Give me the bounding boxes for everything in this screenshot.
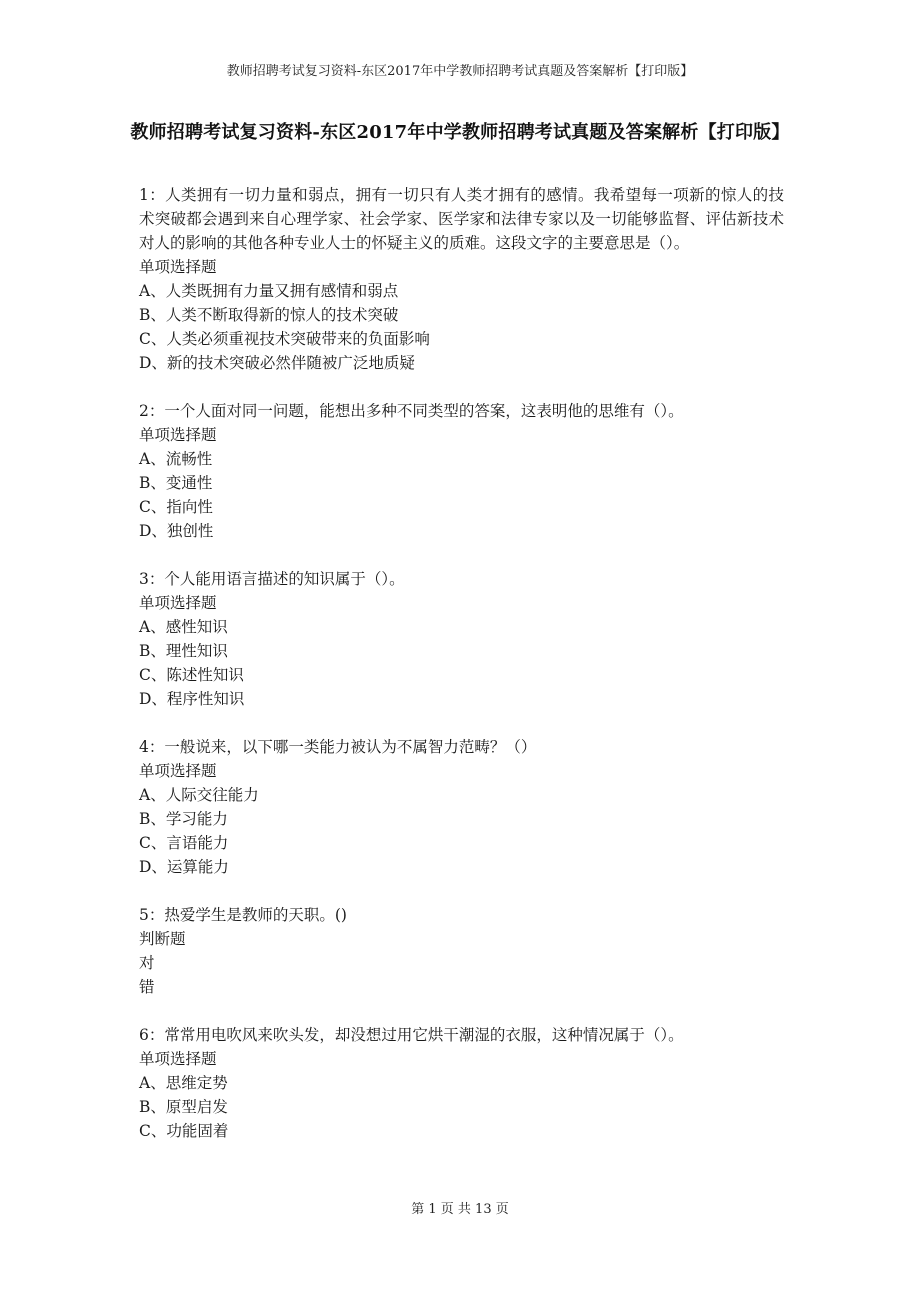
- question-type: 单项选择题: [139, 1050, 217, 1068]
- question-4: [139, 735, 784, 879]
- document-title: 教师招聘考试复习资料-东区2017年中学教师招聘考试真题及答案解析【打印版】: [130, 122, 790, 143]
- question-2: [139, 399, 784, 543]
- option-d: D、运算能力: [139, 858, 229, 876]
- option-a: A、人类既拥有力量又拥有感情和弱点: [139, 282, 399, 300]
- question-type: 单项选择题: [139, 426, 217, 444]
- option-b: B、人类不断取得新的惊人的技术突破: [139, 306, 399, 324]
- option-c: C、人类必须重视技术突破带来的负面影响: [139, 330, 430, 348]
- question-list: [139, 183, 784, 1167]
- option-d: D、程序性知识: [139, 690, 245, 708]
- option-a: A、思维定势: [139, 1074, 228, 1092]
- question-stem: 6：常常用电吹风来吹头发，却没想过用它烘干潮湿的衣服，这种情况属于（）。: [139, 1026, 684, 1044]
- question-1: [139, 183, 784, 375]
- question-stem: 5：热爱学生是教师的天职。(): [139, 906, 347, 924]
- question-type: 单项选择题: [139, 258, 217, 276]
- option-a: A、人际交往能力: [139, 786, 259, 804]
- question-stem: 1：人类拥有一切力量和弱点，拥有一切只有人类才拥有的感情。我希望每一项新的惊人的技术突破都会遇到来自心理学家、社会学家、医学家和法律专家以及一切能够监督、评估新技术对人的影响的其他各种专业人士的怀疑主义的质难。这段文字的主要意思是（）。: [139, 186, 784, 252]
- question-6: [139, 1023, 784, 1143]
- option-a: A、感性知识: [139, 618, 228, 636]
- page-number: 第 1 页 共 13 页: [411, 1202, 509, 1217]
- option-false: 错: [139, 978, 155, 996]
- question-type: 单项选择题: [139, 762, 217, 780]
- option-true: 对: [139, 954, 155, 972]
- option-c: C、言语能力: [139, 834, 229, 852]
- question-type: 判断题: [139, 930, 186, 948]
- question-type: 单项选择题: [139, 594, 217, 612]
- option-c: C、陈述性知识: [139, 666, 244, 684]
- option-c: C、功能固着: [139, 1122, 229, 1140]
- question-5: [139, 903, 784, 999]
- option-b: B、理性知识: [139, 642, 228, 660]
- option-d: D、独创性: [139, 522, 214, 540]
- option-d: D、新的技术突破必然伴随被广泛地质疑: [139, 354, 415, 372]
- running-header: 教师招聘考试复习资料-东区2017年中学教师招聘考试真题及答案解析【打印版】: [226, 64, 694, 79]
- option-b: B、原型启发: [139, 1098, 228, 1116]
- question-3: [139, 567, 784, 711]
- question-stem: 3：个人能用语言描述的知识属于（）。: [139, 570, 405, 588]
- question-stem: 2：一个人面对同一问题，能想出多种不同类型的答案，这表明他的思维有（）。: [139, 402, 684, 420]
- question-stem: 4：一般说来，以下哪一类能力被认为不属智力范畴？（）: [139, 738, 537, 756]
- option-b: B、学习能力: [139, 810, 228, 828]
- option-c: C、指向性: [139, 498, 213, 516]
- option-a: A、流畅性: [139, 450, 213, 468]
- option-b: B、变通性: [139, 474, 213, 492]
